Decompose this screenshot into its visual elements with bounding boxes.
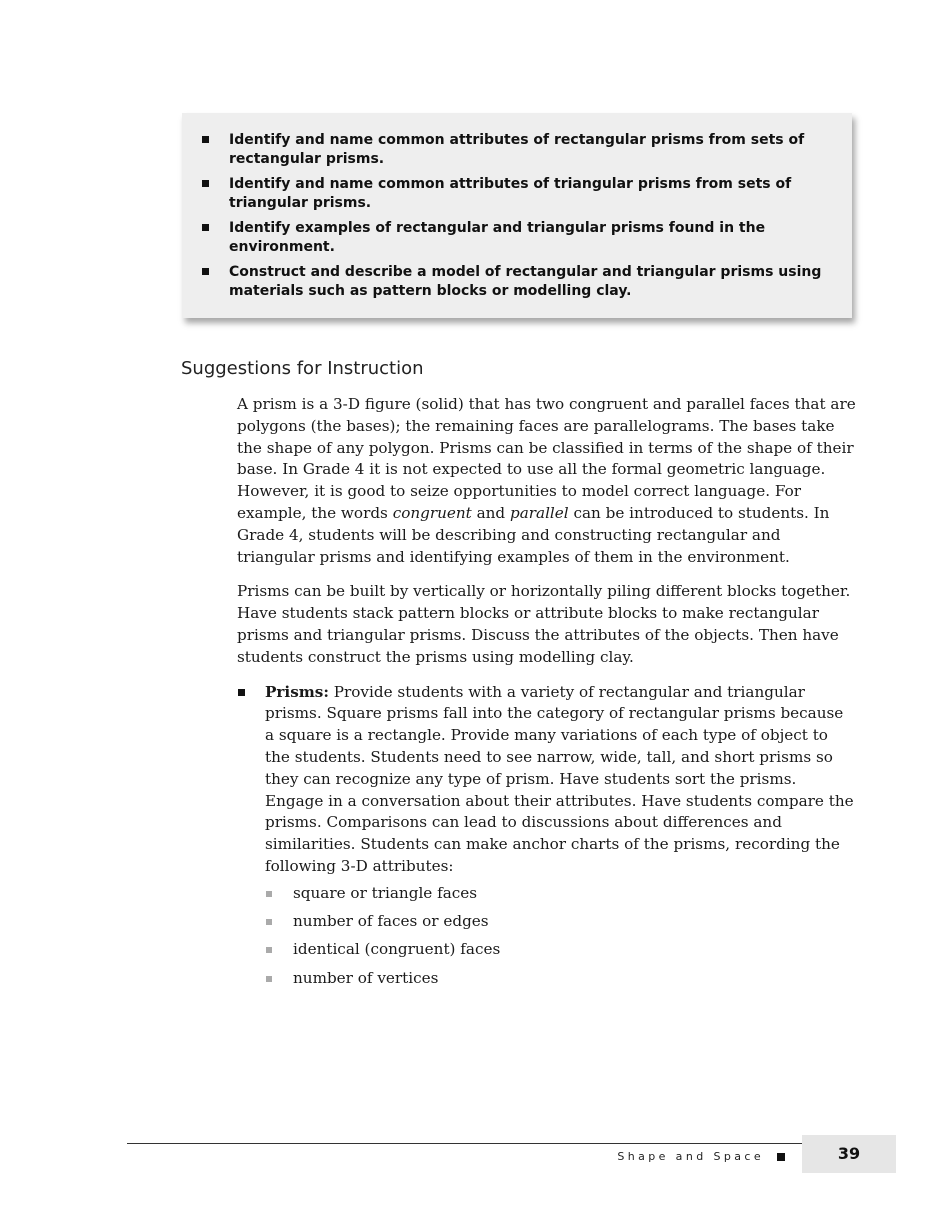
attribute-text: identical (congruent) faces	[293, 940, 501, 959]
term-parallel: parallel	[509, 503, 569, 522]
outcome-item	[200, 219, 832, 257]
term-congruent: congruent	[392, 503, 472, 522]
footer-square-icon	[777, 1153, 785, 1161]
outcome-item	[200, 175, 832, 213]
outcome-text: Identify and name common attributes of triangular prisms from sets of triangular prisms.	[229, 176, 792, 211]
attribute-item	[265, 968, 857, 990]
gray-square-bullet-icon	[266, 891, 272, 897]
square-bullet-icon	[238, 689, 245, 696]
square-bullet-icon	[202, 180, 209, 187]
learning-outcomes-list	[200, 131, 832, 301]
attribute-text: number of faces or edges	[293, 912, 489, 931]
paragraph-prism-definition	[237, 394, 857, 568]
gray-square-bullet-icon	[266, 976, 272, 982]
attributes-list	[265, 883, 857, 990]
paragraph-building-prisms: Prisms can be built by vertically or horizontally piling different blocks together. Have students stack pattern blocks or attribute blocks to make rectangular prisms and triangular prisms. Discuss the attributes of the objects. Then have students construct the prisms using modelling clay.	[237, 582, 851, 666]
outcome-item	[200, 263, 832, 301]
section-heading: Suggestions for Instruction	[181, 358, 424, 379]
page-number: 39	[802, 1135, 896, 1173]
square-bullet-icon	[202, 224, 209, 231]
square-bullet-icon	[202, 268, 209, 275]
prisms-text: Provide students with a variety of rectangular and triangular prisms. Square prisms fall into the category of rectangular prisms because a square is a rectangle. Provide many variations of each type of object to the students. Students need to see narrow, wide, tall, and short prisms so they can recognize any type of prism. Have students sort the prisms. Engage in a conversation about their attributes. Have students compare the prisms. Comparisons can lead to discussions about differences and similarities. Students can make anchor charts of the prisms, recording the following 3-D attributes:	[265, 682, 854, 875]
paragraph-text: and	[471, 503, 510, 522]
attribute-item	[265, 883, 857, 905]
outcome-text: Identify and name common attributes of rectangular prisms from sets of rectangular prisms.	[229, 132, 805, 167]
instruction-body	[237, 394, 857, 996]
paragraph-text: can be introduced to students. In Grade 4, students will be describing and constructing rectangular and triangular prisms and identifying examples of them in the environment.	[237, 503, 830, 566]
outcome-item	[200, 131, 832, 169]
footer-section-name: Shape and Space	[617, 1150, 764, 1163]
attribute-item	[265, 911, 857, 933]
gray-square-bullet-icon	[266, 947, 272, 953]
footer-divider	[127, 1143, 802, 1144]
attribute-text: number of vertices	[293, 968, 439, 987]
prisms-label: Prisms:	[265, 682, 329, 701]
outcome-text: Construct and describe a model of rectangular and triangular prisms using materials such as pattern blocks or modelling clay.	[229, 264, 822, 299]
attribute-text: square or triangle faces	[293, 883, 478, 902]
gray-square-bullet-icon	[266, 919, 272, 925]
outcome-text: Identify examples of rectangular and triangular prisms found in the environment.	[229, 220, 766, 255]
attribute-item	[265, 939, 857, 961]
paragraph-text: A prism is a 3-D figure (solid) that has two congruent and parallel faces that are polygons (the bases); the remaining faces are parallelograms. The bases take the shape of any polygon. Prisms can be classified in terms of the shape of their base. In Grade 4 it is not expected to use all the formal geometric language. However, it is good to seize opportunities to model correct language. For example, the words	[237, 395, 856, 522]
learning-outcomes-box	[182, 113, 852, 318]
square-bullet-icon	[202, 136, 209, 143]
prisms-list-item	[237, 682, 857, 990]
